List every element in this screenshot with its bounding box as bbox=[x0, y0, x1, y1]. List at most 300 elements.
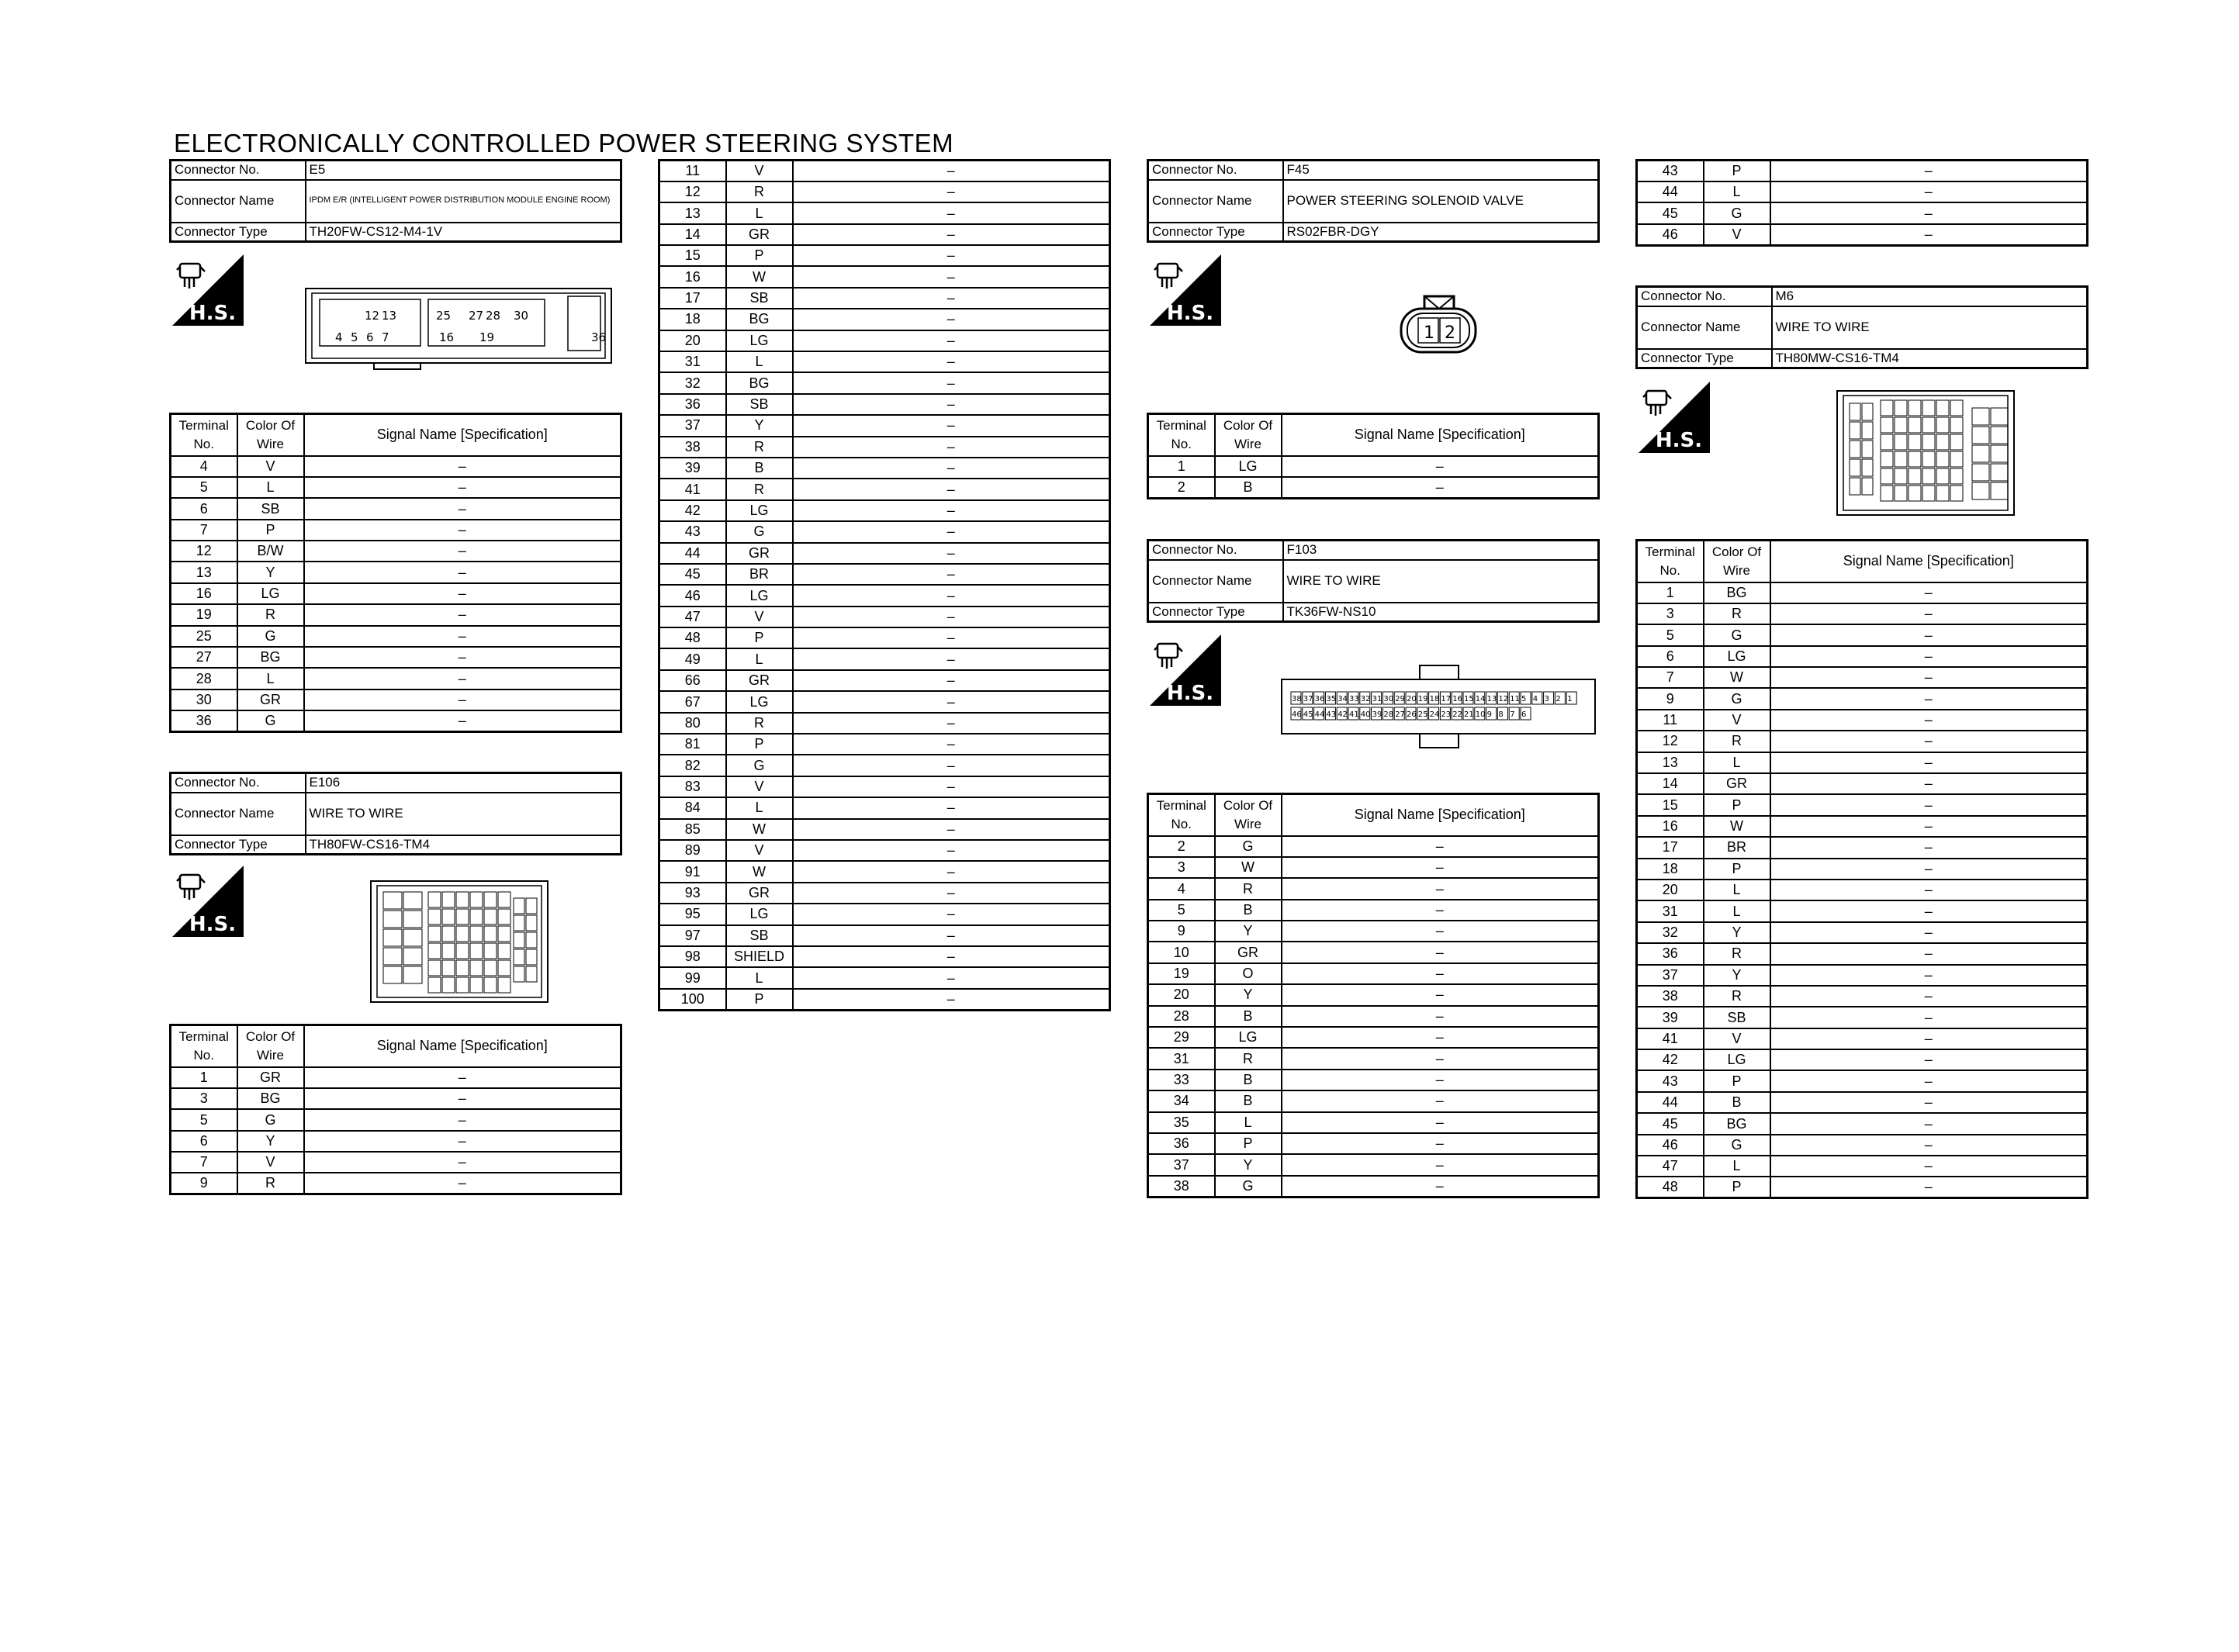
signal-name-cell: – bbox=[793, 309, 1110, 330]
signal-name-cell: – bbox=[1770, 582, 2088, 603]
signal-name-cell: – bbox=[1282, 878, 1599, 899]
signal-name-cell: – bbox=[793, 713, 1110, 734]
signal-name-cell: – bbox=[1282, 1048, 1599, 1069]
table-row bbox=[1148, 1048, 1599, 1069]
signal-name-cell: – bbox=[793, 883, 1110, 904]
wire-header: Wire bbox=[257, 436, 284, 451]
wire-color-cell: V bbox=[1704, 224, 1770, 245]
table-row bbox=[1148, 1070, 1599, 1090]
signal-name-cell: – bbox=[1770, 161, 2088, 181]
f103-pin: 31 bbox=[1372, 695, 1383, 703]
wire-color-cell: SB bbox=[237, 498, 304, 519]
table-row bbox=[1637, 1135, 2088, 1156]
wire-color-cell: SHIELD bbox=[726, 946, 793, 967]
e106-connector-no: E106 bbox=[306, 773, 621, 793]
terminal-no-cell: 49 bbox=[659, 648, 726, 669]
table-row bbox=[1148, 477, 1599, 498]
terminal-no-cell: 2 bbox=[1148, 477, 1215, 498]
table-row bbox=[1148, 900, 1599, 921]
signal-name-cell: – bbox=[1770, 752, 2088, 773]
terminal-no-cell: 20 bbox=[1148, 984, 1215, 1005]
wire-color-cell: SB bbox=[1704, 1007, 1770, 1028]
pin-cavity bbox=[484, 977, 497, 993]
pin-cavity bbox=[484, 960, 497, 976]
wire-color-cell: R bbox=[1704, 943, 1770, 964]
terminal-no-cell: 48 bbox=[659, 627, 726, 648]
table-row bbox=[171, 1088, 621, 1109]
f103-pin: 12 bbox=[1498, 695, 1509, 703]
pin-cavity bbox=[498, 909, 510, 924]
wire-color-cell: V bbox=[726, 607, 793, 627]
pin-cavity bbox=[498, 892, 510, 907]
signal-name-cell: – bbox=[793, 967, 1110, 988]
table-row bbox=[1148, 857, 1599, 878]
pin-cavity bbox=[1922, 486, 1935, 501]
terminal-no-cell: 28 bbox=[171, 668, 237, 689]
color-header: Color Of bbox=[1223, 417, 1273, 433]
signal-name-cell: – bbox=[793, 458, 1110, 479]
table-row bbox=[171, 562, 621, 582]
signal-name-cell: – bbox=[1770, 900, 2088, 921]
pin-cavity bbox=[470, 977, 483, 993]
wire-color-cell: R bbox=[237, 1173, 304, 1194]
terminal-no-cell: 80 bbox=[659, 713, 726, 734]
wire-header: Wire bbox=[257, 1047, 284, 1063]
wire-color-cell: Y bbox=[1704, 922, 1770, 943]
table-row bbox=[1637, 710, 2088, 731]
wire-color-cell: W bbox=[1215, 857, 1282, 878]
harness-side-icon bbox=[172, 866, 244, 937]
pin-cavity bbox=[1909, 486, 1921, 501]
wire-color-cell: O bbox=[1215, 963, 1282, 984]
table-row bbox=[659, 713, 1110, 734]
wire-color-cell: L bbox=[726, 648, 793, 669]
signal-name-cell: – bbox=[793, 266, 1110, 287]
table-row bbox=[659, 648, 1110, 669]
signal-name-cell: – bbox=[793, 797, 1110, 818]
wire-color-cell: L bbox=[1704, 900, 1770, 921]
table-row bbox=[1148, 942, 1599, 963]
terminal-no-header: No. bbox=[193, 436, 214, 451]
signal-name-cell: – bbox=[793, 861, 1110, 882]
f103-pin: 4 bbox=[1532, 695, 1538, 703]
pin-cavity bbox=[428, 892, 441, 907]
wire-color-cell: R bbox=[726, 181, 793, 202]
f103-pin: 3 bbox=[1544, 695, 1549, 703]
signal-name-cell: – bbox=[793, 925, 1110, 946]
table-row bbox=[1637, 181, 2088, 202]
signal-name-cell: – bbox=[793, 330, 1110, 351]
wire-color-cell: P bbox=[726, 245, 793, 266]
signal-name-cell: – bbox=[793, 437, 1110, 458]
terminal-no-cell: 5 bbox=[171, 1109, 237, 1130]
terminal-no-cell: 45 bbox=[1637, 202, 1704, 223]
e106-terminal-table bbox=[169, 1024, 622, 1195]
table-row bbox=[659, 161, 1110, 181]
signal-name-cell: – bbox=[793, 946, 1110, 967]
terminal-no-cell: 20 bbox=[1637, 880, 1704, 900]
signal-name-cell: – bbox=[793, 691, 1110, 712]
pin-cavity bbox=[383, 966, 402, 983]
terminal-no-cell: 43 bbox=[1637, 1070, 1704, 1091]
f103-pin: 20 bbox=[1407, 695, 1417, 703]
table-row bbox=[1637, 837, 2088, 858]
wire-color-cell: LG bbox=[726, 585, 793, 606]
pin-cavity bbox=[403, 948, 422, 965]
terminal-no-cell: 1 bbox=[1637, 582, 1704, 603]
wire-color-cell: R bbox=[726, 713, 793, 734]
e106-info-block bbox=[169, 772, 622, 855]
signal-name-cell: – bbox=[793, 415, 1110, 436]
f103-pin: 39 bbox=[1372, 710, 1383, 719]
table-row bbox=[659, 819, 1110, 840]
table-row bbox=[171, 1173, 621, 1194]
terminal-no-cell: 3 bbox=[1637, 603, 1704, 624]
terminal-no-cell: 41 bbox=[1637, 1028, 1704, 1049]
pin-cavity bbox=[1850, 459, 1860, 476]
table-row bbox=[1148, 1133, 1599, 1154]
terminal-no-header: No. bbox=[1659, 562, 1680, 578]
signal-header: Signal Name [Specification] bbox=[304, 1025, 621, 1067]
table-row bbox=[1637, 582, 2088, 603]
wire-color-cell: L bbox=[1704, 181, 1770, 202]
terminal-no-cell: 30 bbox=[171, 689, 237, 710]
table-row bbox=[1637, 1049, 2088, 1070]
e106-rows bbox=[171, 1067, 621, 1194]
harness-side-icon bbox=[1150, 634, 1221, 706]
wire-color-cell: G bbox=[1704, 624, 1770, 645]
table-row bbox=[659, 670, 1110, 691]
signal-name-cell: – bbox=[1282, 1090, 1599, 1111]
signal-name-cell: – bbox=[793, 394, 1110, 415]
table-row bbox=[1148, 836, 1599, 857]
wire-color-cell: L bbox=[237, 477, 304, 498]
wire-color-cell: L bbox=[726, 202, 793, 223]
pin-cavity bbox=[1972, 482, 1989, 499]
pin-cavity bbox=[1991, 408, 2008, 425]
wire-color-cell: GR bbox=[726, 224, 793, 245]
connector-no-label: Connector No. bbox=[1637, 287, 1772, 306]
terminal-no-cell: 16 bbox=[659, 266, 726, 287]
terminal-no-cell: 29 bbox=[1148, 1027, 1215, 1048]
wire-color-cell: G bbox=[1215, 836, 1282, 857]
pin-cavity bbox=[526, 966, 537, 982]
signal-name-cell: – bbox=[1770, 603, 2088, 624]
f103-pin: 25 bbox=[1417, 710, 1428, 719]
table-row bbox=[1637, 1028, 2088, 1049]
wire-color-cell: P bbox=[1704, 859, 1770, 880]
pin-cavity bbox=[442, 909, 455, 924]
connector-type-label: Connector Type bbox=[171, 835, 306, 855]
color-header: Color Of bbox=[245, 1028, 296, 1044]
terminal-no-header: No. bbox=[1171, 816, 1192, 831]
m6-connector-name: WIRE TO WIRE bbox=[1772, 306, 2088, 349]
pin-cavity bbox=[470, 926, 483, 942]
table-row bbox=[1148, 1090, 1599, 1111]
connector-type-label: Connector Type bbox=[1148, 223, 1283, 242]
wire-color-cell: W bbox=[1704, 667, 1770, 688]
table-row bbox=[659, 330, 1110, 351]
wire-color-cell: GR bbox=[1704, 773, 1770, 794]
terminal-no-cell: 4 bbox=[1148, 878, 1215, 899]
terminal-no-cell: 36 bbox=[171, 710, 237, 731]
table-row bbox=[1637, 688, 2088, 709]
signal-name-cell: – bbox=[1770, 1135, 2088, 1156]
signal-name-cell: – bbox=[1282, 1154, 1599, 1175]
table-row bbox=[171, 668, 621, 689]
wire-color-cell: W bbox=[1704, 816, 1770, 837]
terminal-no-cell: 44 bbox=[1637, 181, 1704, 202]
pin-cavity bbox=[1881, 486, 1893, 501]
f103-pin: 5 bbox=[1521, 695, 1527, 703]
f103-pin: 22 bbox=[1452, 710, 1462, 719]
pin-cavity bbox=[442, 977, 455, 993]
table-row bbox=[1637, 1177, 2088, 1198]
terminal-no-cell: 42 bbox=[659, 500, 726, 521]
wire-header: Wire bbox=[1723, 562, 1750, 578]
wire-color-cell: L bbox=[1704, 752, 1770, 773]
terminal-no-cell: 13 bbox=[1637, 752, 1704, 773]
pin-cavity bbox=[498, 977, 510, 993]
f103-pin: 26 bbox=[1407, 710, 1417, 719]
table-row bbox=[659, 989, 1110, 1010]
terminal-no-cell: 82 bbox=[659, 755, 726, 776]
terminal-no-cell: 67 bbox=[659, 691, 726, 712]
e5-connector-no: E5 bbox=[306, 161, 621, 180]
signal-name-cell: – bbox=[1770, 646, 2088, 667]
f103-pin: 46 bbox=[1292, 710, 1302, 719]
wire-color-cell: Y bbox=[1704, 965, 1770, 986]
wire-color-cell: SB bbox=[726, 288, 793, 309]
wire-color-cell: BG bbox=[726, 309, 793, 330]
signal-name-cell: – bbox=[1770, 880, 2088, 900]
wire-color-cell: B bbox=[1215, 477, 1282, 498]
table-row bbox=[1637, 859, 2088, 880]
terminal-no-cell: 19 bbox=[171, 604, 237, 625]
table-row bbox=[659, 840, 1110, 861]
pin-cavity bbox=[1972, 445, 1989, 462]
wire-color-cell: B/W bbox=[237, 541, 304, 562]
signal-name-cell: – bbox=[1770, 202, 2088, 223]
terminal-no-cell: 31 bbox=[1637, 900, 1704, 921]
terminal-no-cell: 66 bbox=[659, 670, 726, 691]
pin-cavity bbox=[1922, 417, 1935, 433]
table-row bbox=[1637, 752, 2088, 773]
pin-cavity bbox=[1881, 400, 1893, 416]
f103-pin: 33 bbox=[1349, 695, 1359, 703]
wire-color-cell: L bbox=[726, 797, 793, 818]
terminal-no-cell: 3 bbox=[1148, 857, 1215, 878]
table-row bbox=[1637, 900, 2088, 921]
m6-info-block bbox=[1635, 285, 2088, 369]
signal-name-cell: – bbox=[1770, 965, 2088, 986]
pin-cavity bbox=[1991, 427, 2008, 444]
wire-color-cell: BG bbox=[237, 647, 304, 668]
wire-color-cell: V bbox=[726, 840, 793, 861]
table-row bbox=[1148, 456, 1599, 477]
wire-color-cell: LG bbox=[1215, 456, 1282, 477]
wire-color-cell: GR bbox=[1215, 942, 1282, 963]
signal-name-cell: – bbox=[793, 181, 1110, 202]
signal-name-cell: – bbox=[1282, 1133, 1599, 1154]
terminal-no-cell: 43 bbox=[1637, 161, 1704, 181]
f103-pin: 35 bbox=[1326, 695, 1337, 703]
connector-name-label: Connector Name bbox=[1637, 306, 1772, 349]
terminal-no-cell: 47 bbox=[659, 607, 726, 627]
f45-terminal-table bbox=[1147, 413, 1600, 499]
f103-terminal-table bbox=[1147, 793, 1600, 1198]
signal-name-cell: – bbox=[1282, 456, 1599, 477]
wire-color-cell: P bbox=[1704, 161, 1770, 181]
terminal-no-cell: 43 bbox=[659, 521, 726, 542]
wire-color-cell: BG bbox=[1704, 1113, 1770, 1134]
terminal-no-cell: 38 bbox=[659, 437, 726, 458]
wire-color-cell: Y bbox=[1215, 921, 1282, 942]
wire-color-cell: B bbox=[1704, 1092, 1770, 1113]
pin-cavity bbox=[1950, 417, 1963, 433]
f103-pin: 1 bbox=[1567, 695, 1573, 703]
pin-cavity bbox=[403, 892, 422, 909]
connector-no-label: Connector No. bbox=[171, 161, 306, 180]
terminal-no-cell: 1 bbox=[1148, 456, 1215, 477]
table-row bbox=[1148, 963, 1599, 984]
signal-name-cell: – bbox=[793, 755, 1110, 776]
wire-color-cell: LG bbox=[1704, 646, 1770, 667]
signal-name-cell: – bbox=[1770, 1070, 2088, 1091]
connector-no-label: Connector No. bbox=[1148, 541, 1283, 560]
pin-cavity bbox=[1991, 445, 2008, 462]
e5-pin: 30 bbox=[514, 309, 529, 323]
signal-name-cell: – bbox=[1770, 667, 2088, 688]
f103-pin: 8 bbox=[1498, 710, 1504, 719]
terminal-no-cell: 2 bbox=[1148, 836, 1215, 857]
e5-connector-diagram bbox=[304, 285, 614, 371]
signal-name-cell: – bbox=[1770, 1156, 2088, 1177]
signal-name-cell: – bbox=[304, 477, 621, 498]
table-row bbox=[659, 245, 1110, 266]
pin-cavity bbox=[428, 909, 441, 924]
pin-cavity bbox=[1950, 400, 1963, 416]
terminal-no-cell: 5 bbox=[1148, 900, 1215, 921]
pin-cavity bbox=[514, 932, 524, 948]
f103-pin: 23 bbox=[1441, 710, 1452, 719]
pin-cavity bbox=[383, 911, 402, 928]
pin-cavity bbox=[456, 960, 469, 976]
pin-cavity bbox=[383, 929, 402, 946]
signal-header: Signal Name [Specification] bbox=[1770, 541, 2088, 582]
terminal-no-cell: 100 bbox=[659, 989, 726, 1010]
terminal-no-cell: 7 bbox=[171, 1152, 237, 1173]
wire-color-cell: P bbox=[726, 627, 793, 648]
signal-name-cell: – bbox=[304, 626, 621, 647]
pin-cavity bbox=[1862, 478, 1873, 495]
terminal-no-cell: 33 bbox=[1148, 1070, 1215, 1090]
table-row bbox=[1148, 1006, 1599, 1027]
terminal-no-cell: 44 bbox=[659, 543, 726, 564]
terminal-header: Terminal bbox=[1156, 417, 1206, 433]
signal-name-cell: – bbox=[793, 564, 1110, 585]
signal-header: Signal Name [Specification] bbox=[304, 414, 621, 456]
pin-cavity bbox=[1895, 486, 1907, 501]
f45-pin: 2 bbox=[1445, 323, 1455, 343]
signal-name-cell: – bbox=[793, 543, 1110, 564]
terminal-no-cell: 34 bbox=[1148, 1090, 1215, 1111]
pin-cavity bbox=[403, 966, 422, 983]
table-row bbox=[659, 904, 1110, 924]
terminal-no-cell: 37 bbox=[1148, 1154, 1215, 1175]
table-row bbox=[1637, 603, 2088, 624]
table-row bbox=[171, 456, 621, 477]
e106-connector-diagram bbox=[369, 875, 549, 1008]
signal-name-cell: – bbox=[793, 670, 1110, 691]
f103-pin: 2 bbox=[1556, 695, 1561, 703]
table-row bbox=[1637, 1070, 2088, 1091]
pin-cavity bbox=[1850, 403, 1860, 420]
f103-pin: 41 bbox=[1349, 710, 1359, 719]
wire-color-cell: R bbox=[1704, 731, 1770, 752]
signal-name-cell: – bbox=[793, 202, 1110, 223]
terminal-no-cell: 13 bbox=[171, 562, 237, 582]
pin-cavity bbox=[442, 926, 455, 942]
pin-cavity bbox=[1950, 451, 1963, 467]
signal-name-cell: – bbox=[1770, 1113, 2088, 1134]
pin-cavity bbox=[456, 977, 469, 993]
table-row bbox=[659, 946, 1110, 967]
pin-cavity bbox=[1991, 482, 2008, 499]
terminal-no-cell: 41 bbox=[659, 479, 726, 499]
signal-header: Signal Name [Specification] bbox=[1282, 414, 1599, 456]
terminal-no-cell: 25 bbox=[171, 626, 237, 647]
table-row bbox=[171, 520, 621, 541]
e5-pin: 27 bbox=[469, 309, 484, 323]
terminal-no-cell: 89 bbox=[659, 840, 726, 861]
color-header: Color Of bbox=[1711, 544, 1762, 559]
table-row bbox=[171, 1131, 621, 1152]
pin-cavity bbox=[1862, 441, 1873, 458]
f103-pin: 44 bbox=[1314, 710, 1325, 719]
terminal-no-cell: 19 bbox=[1148, 963, 1215, 984]
pin-cavity bbox=[1972, 427, 1989, 444]
table-row bbox=[1148, 1112, 1599, 1133]
connector-type-label: Connector Type bbox=[1148, 603, 1283, 622]
wire-color-cell: G bbox=[726, 755, 793, 776]
pin-cavity bbox=[514, 949, 524, 965]
table-row bbox=[659, 202, 1110, 223]
terminal-no-cell: 98 bbox=[659, 946, 726, 967]
wire-color-cell: P bbox=[1704, 794, 1770, 815]
wire-color-cell: BG bbox=[1704, 582, 1770, 603]
wire-color-cell: R bbox=[726, 479, 793, 499]
pin-cavity bbox=[526, 932, 537, 948]
signal-name-cell: – bbox=[304, 668, 621, 689]
table-row bbox=[171, 477, 621, 498]
hs-label: H.S. bbox=[1166, 302, 1214, 325]
signal-name-cell: – bbox=[1282, 963, 1599, 984]
terminal-no-cell: 15 bbox=[659, 245, 726, 266]
terminal-no-cell: 4 bbox=[171, 456, 237, 477]
wire-color-cell: B bbox=[726, 458, 793, 479]
terminal-no-cell: 16 bbox=[1637, 816, 1704, 837]
terminal-no-cell: 32 bbox=[659, 372, 726, 393]
table-row bbox=[1637, 624, 2088, 645]
signal-name-cell: – bbox=[1770, 731, 2088, 752]
wire-color-cell: BG bbox=[726, 372, 793, 393]
signal-name-cell: – bbox=[1282, 836, 1599, 857]
signal-name-cell: – bbox=[1770, 773, 2088, 794]
e5-rows bbox=[171, 456, 621, 732]
wire-color-cell: Y bbox=[726, 415, 793, 436]
wire-color-cell: G bbox=[726, 521, 793, 542]
